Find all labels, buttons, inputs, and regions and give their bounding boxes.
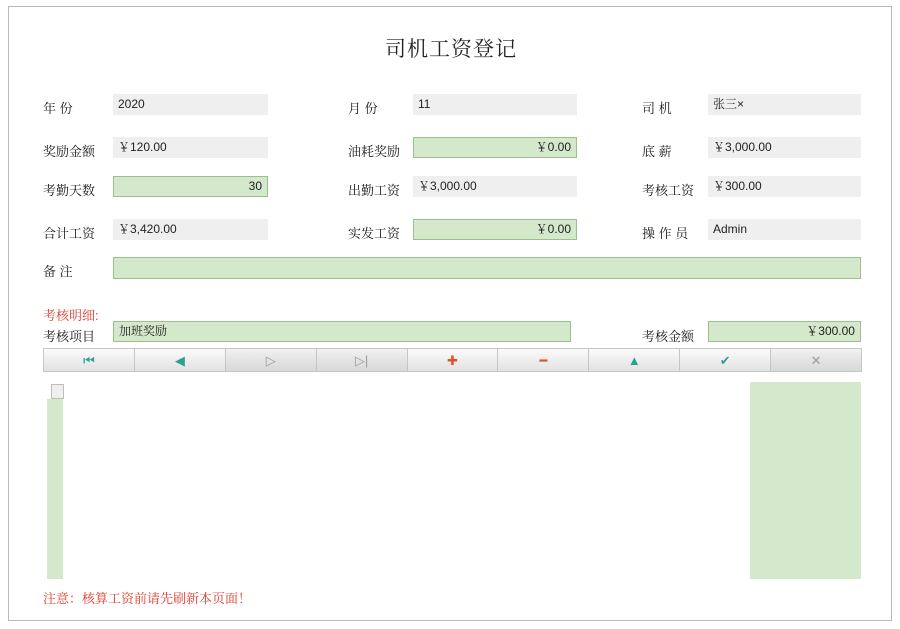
bonus-amount-value: ￥120.00: [113, 137, 268, 158]
base-salary-label: 底 薪: [642, 144, 672, 159]
assessment-grid-row-column[interactable]: [47, 399, 63, 579]
next-record-button[interactable]: [225, 348, 317, 372]
page-title: 司机工资登记: [385, 38, 517, 61]
total-salary-label: 合计工资: [43, 226, 96, 241]
assessment-item-label: 考核项目: [43, 329, 96, 344]
assessment-amount-label: 考核金额: [642, 329, 695, 344]
check-icon: ✔: [719, 352, 731, 368]
year-input[interactable]: 2020: [113, 94, 268, 115]
month-label: 月 份: [348, 101, 378, 116]
base-salary-value: ￥3,000.00: [708, 137, 861, 158]
first-record-button[interactable]: [43, 348, 135, 372]
last-record-icon: ▷|: [354, 352, 369, 368]
operator-label: 操 作 员: [642, 226, 689, 241]
cancel-button[interactable]: [770, 348, 862, 372]
assessment-salary-label: 考核工资: [642, 183, 695, 198]
assessment-item-input[interactable]: 加班奖励: [113, 321, 571, 342]
record-navigator-toolbar: [43, 348, 861, 372]
attendance-days-input[interactable]: 30: [113, 176, 268, 197]
salary-registration-window: [8, 6, 892, 621]
next-record-icon: ▷: [265, 352, 276, 368]
driver-input[interactable]: 张三×: [708, 94, 861, 115]
previous-record-icon: ◀: [174, 352, 185, 368]
remark-input[interactable]: [113, 257, 861, 279]
driver-label: 司 机: [642, 101, 672, 116]
add-record-button[interactable]: [407, 348, 499, 372]
attendance-salary-value: ￥3,000.00: [413, 176, 577, 197]
plus-icon: ✚: [447, 352, 458, 368]
assessment-amount-input[interactable]: ￥300.00: [708, 321, 861, 342]
fuel-bonus-label: 油耗奖励: [348, 144, 401, 159]
delete-record-button[interactable]: [497, 348, 589, 372]
last-record-button[interactable]: [316, 348, 408, 372]
attendance-days-label: 考勤天数: [43, 183, 96, 198]
year-label: 年 份: [43, 101, 73, 116]
actual-salary-label: 实发工资: [348, 226, 401, 241]
minus-icon: ━: [539, 352, 548, 368]
assessment-section-title: 考核明细:: [43, 308, 99, 323]
operator-value: Admin: [708, 219, 861, 240]
attendance-salary-label: 出勤工资: [348, 183, 401, 198]
confirm-button[interactable]: [679, 348, 771, 372]
actual-salary-input[interactable]: ￥0.00: [413, 219, 577, 240]
total-salary-value: ￥3,420.00: [113, 219, 268, 240]
assessment-salary-value: ￥300.00: [708, 176, 861, 197]
edit-triangle-icon: ▲: [627, 352, 641, 368]
remark-label: 备 注: [43, 264, 73, 279]
fuel-bonus-input[interactable]: ￥0.00: [413, 137, 577, 158]
assessment-grid-amount-column[interactable]: [750, 382, 861, 579]
close-icon: ✕: [810, 352, 822, 368]
bonus-amount-label: 奖励金额: [43, 144, 96, 159]
previous-record-button[interactable]: [134, 348, 226, 372]
grid-select-all-handle[interactable]: [51, 384, 64, 399]
edit-record-button[interactable]: [588, 348, 680, 372]
month-input[interactable]: 11: [413, 94, 577, 115]
first-record-icon: ⏮: [83, 352, 95, 368]
notice-text: 注意：核算工资前请先刷新本页面！: [43, 591, 252, 606]
